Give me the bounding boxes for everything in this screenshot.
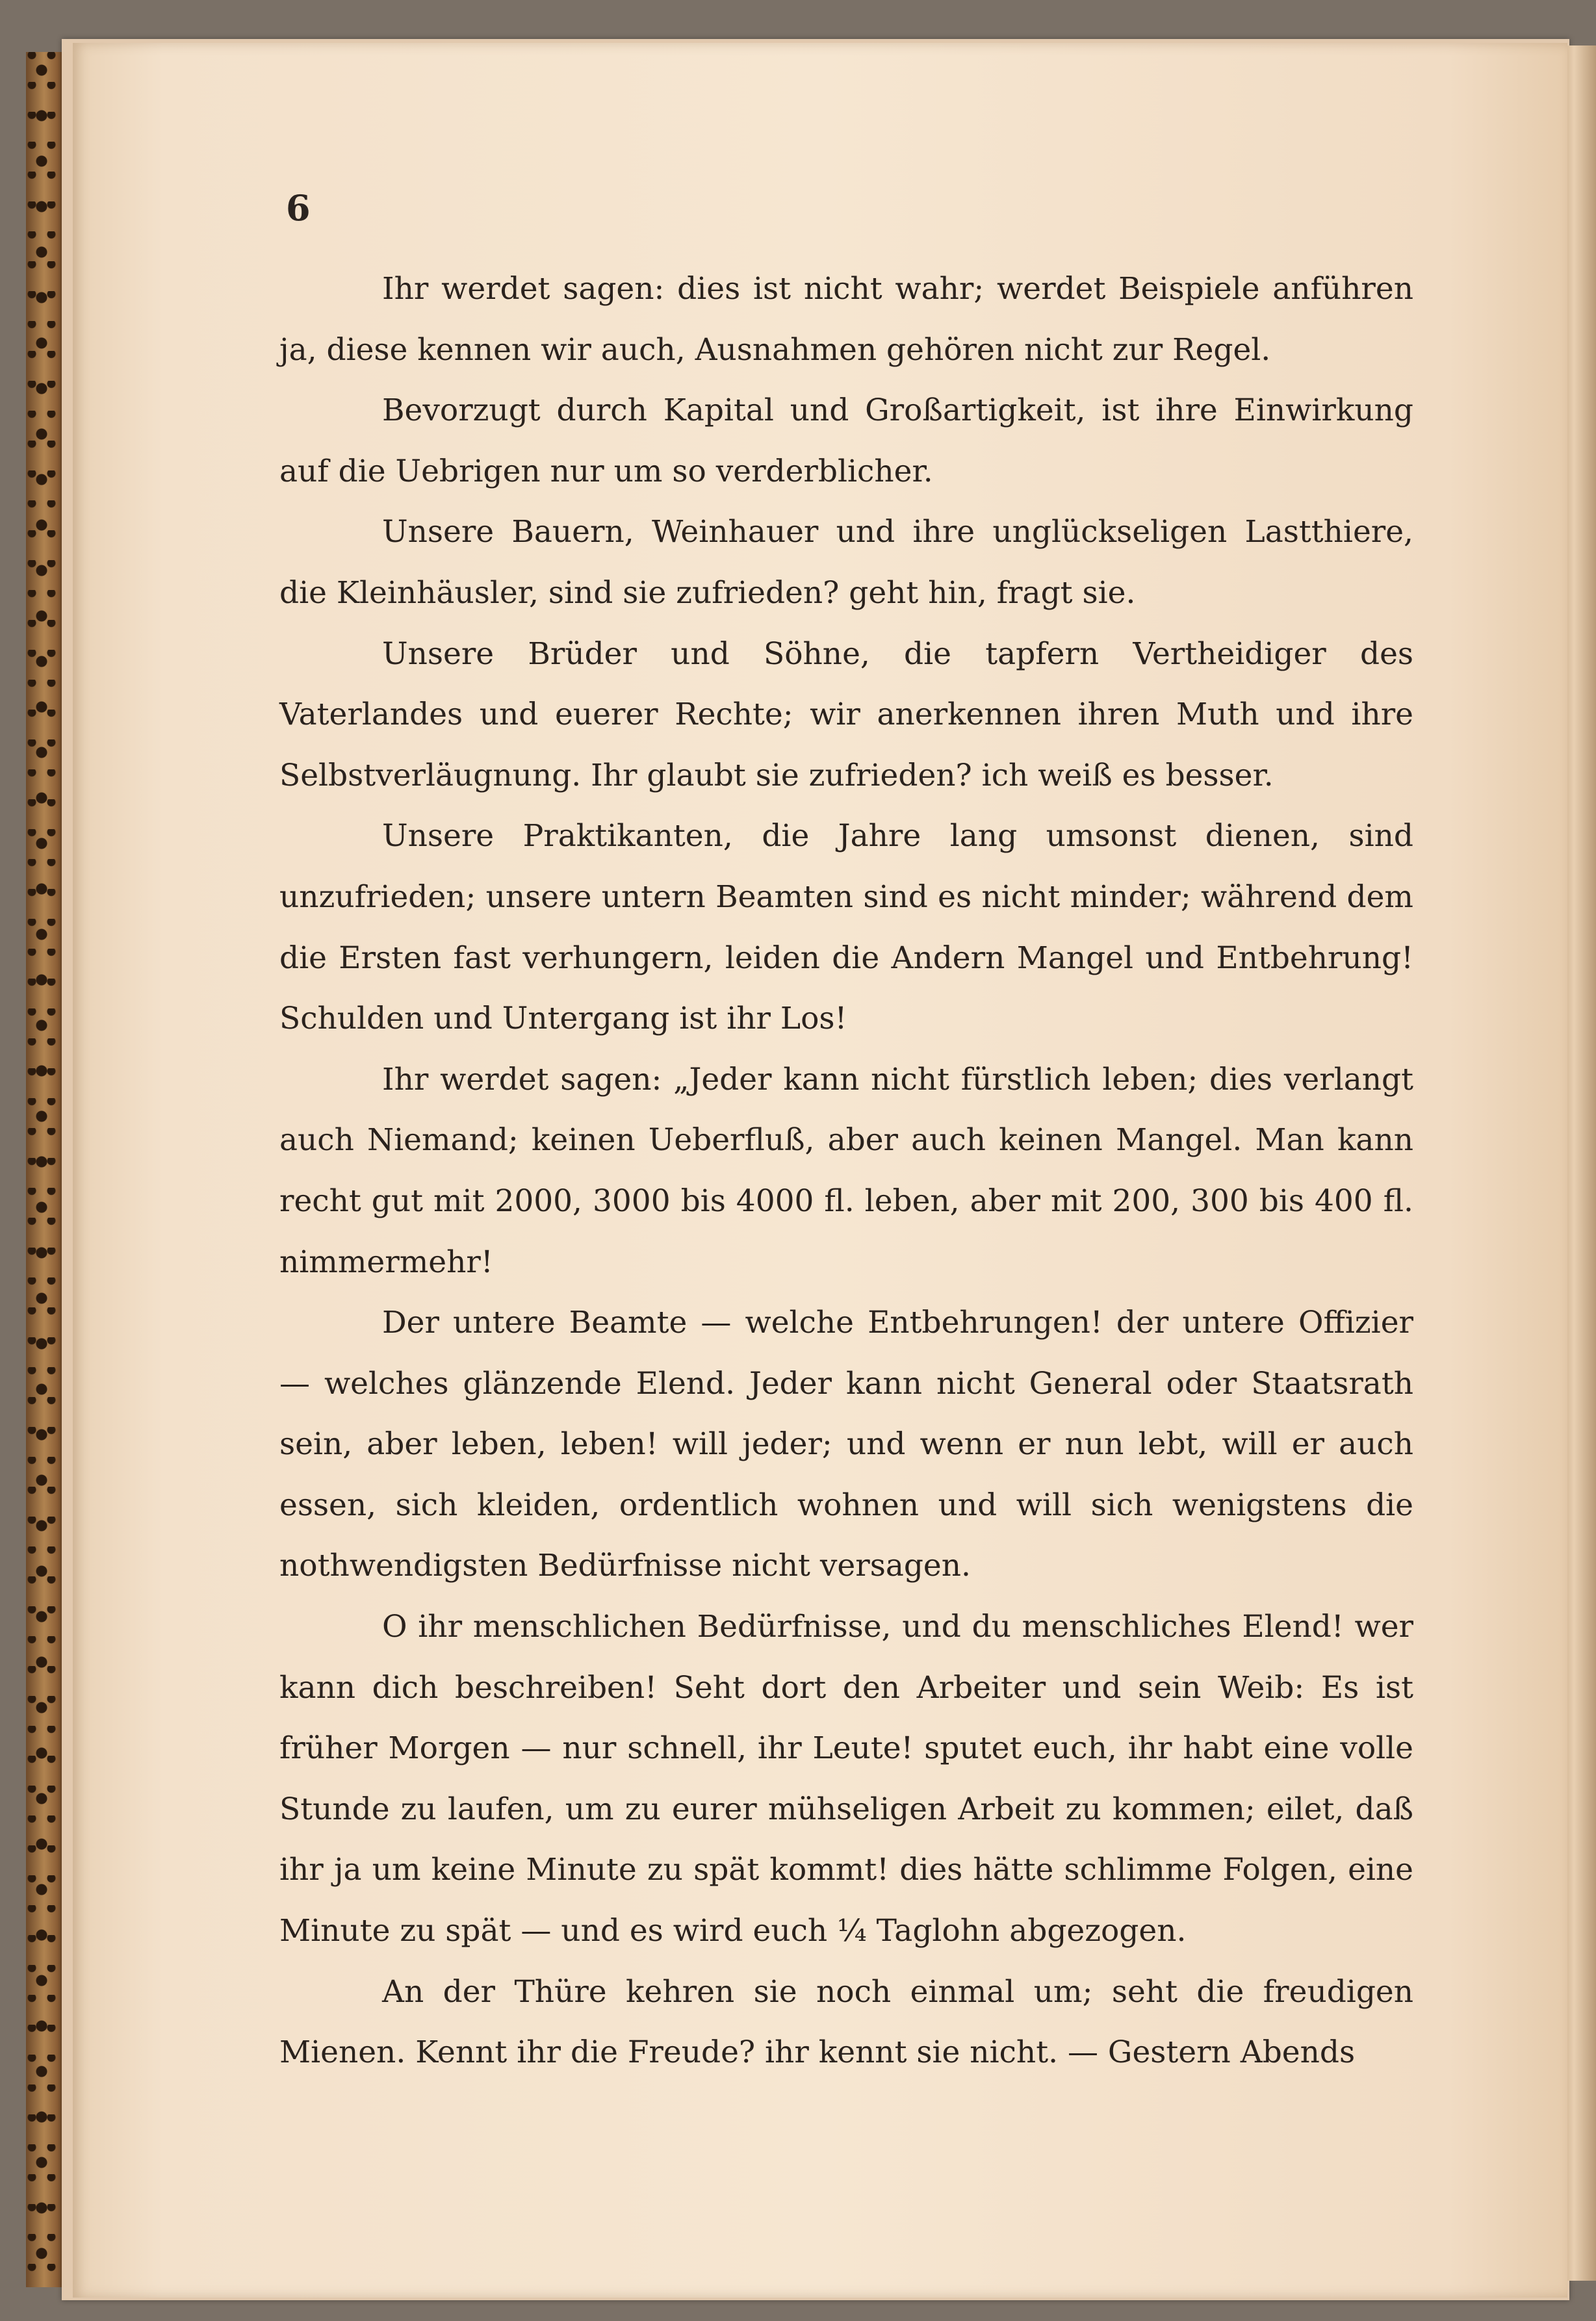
paragraph: An der Thüre kehren sie noch einmal um; seht die freudigen Mienen. Kennt ihr die Freude? ihr kennt sie nicht. — Gestern Abends — [279, 1973, 1413, 2071]
paragraph: Unsere Praktikanten, die Jahre lang umsonst dienen, sind unzufrieden; unsere untern Beamten sind es nicht minder; während dem die Ersten fast verhungern, leiden die Andern Mangel und Entbehrung! Schulden und Untergang ist ihr Los! — [279, 818, 1413, 1037]
body-text — [279, 259, 1413, 2083]
paragraph: Unsere Bauern, Weinhauer und ihre unglückseligen Lastthiere, die Kleinhäusler, sind sie zufrieden? geht hin, fragt sie. — [279, 514, 1413, 611]
paragraph: Ihr werdet sagen: dies ist nicht wahr; werdet Beispiele anführen ja, diese kennen wir auch, Ausnahmen gehören nicht zur Regel. — [279, 271, 1413, 368]
paragraph: Ihr werdet sagen: „Jeder kann nicht fürstlich leben; dies verlangt auch Niemand; keinen Ueberfluß, aber auch keinen Mangel. Man kann recht gut mit 2000, 3000 bis 4000 fl. leben, aber mit 200, 300 bis 400 fl. nimmermehr! — [279, 1061, 1413, 1280]
paragraph: Unsere Brüder und Söhne, die tapfern Vertheidiger des Vaterlandes und euerer Rechte; wir anerkennen ihren Muth und ihre Selbstverläugnung. Ihr glaubt sie zufrieden? ich weiß es besser. — [279, 635, 1413, 793]
page-number: 6 — [286, 187, 311, 229]
paragraph: Der untere Beamte — welche Entbehrungen! der untere Offizier — welches glänzende Elend. Jeder kann nicht General oder Staatsrath sein, aber leben, leben! will jeder; und wenn er nun lebt, will er auch essen, sich kleiden, ordentlich wohnen und will sich wenigstens die nothwendigsten Bedürfnisse nicht versagen. — [279, 1305, 1413, 1584]
paragraph: O ihr menschlichen Bedürfnisse, und du menschliches Elend! wer kann dich beschreiben! Seht dort den Arbeiter und sein Weib: Es ist früher Morgen — nur schnell, ihr Leute! sputet euch, ihr habt eine volle Stunde zu laufen, um zu eurer mühseligen Arbeit zu kommen; eilet, daß ihr ja um keine Minute zu spät kommt! dies hätte schlimme Folgen, eine Minute zu spät — und es wird euch ¼ Taglohn abgezogen. — [279, 1609, 1413, 1949]
paragraph: Bevorzugt durch Kapital und Großartigkeit, ist ihre Einwirkung auf die Uebrigen nur um so verderblicher. — [279, 392, 1413, 489]
